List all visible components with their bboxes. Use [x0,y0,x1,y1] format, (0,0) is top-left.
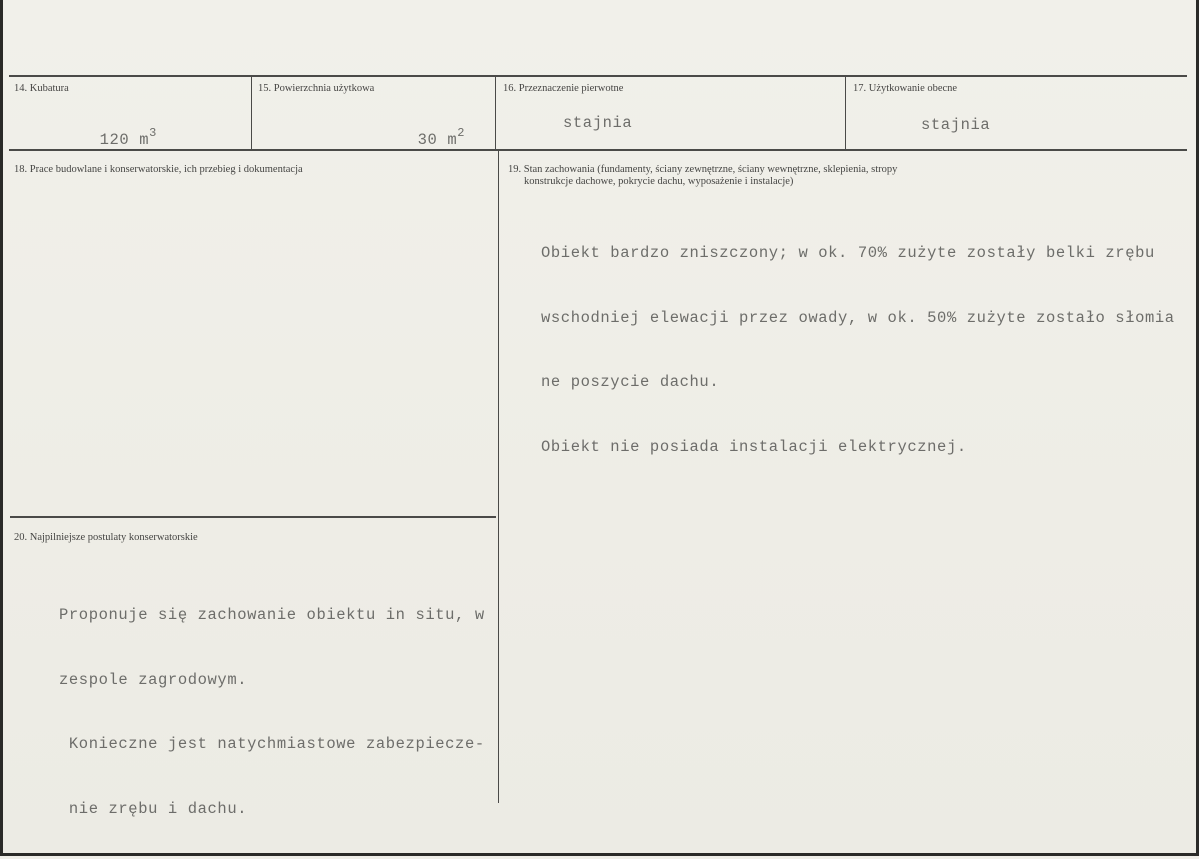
field-16-label: 16. Przeznaczenie pierwotne [503,83,624,94]
field-19-line: Obiekt nie posiada instalacji elektrycznej. [541,437,967,456]
field-14-label: 14. Kubatura [14,83,69,94]
field-19-line: wschodniej elewacji przez owady, w ok. 50% zużyte zostało słomia [541,308,1175,327]
field-15-value [378,113,465,167]
field-19-line: ne poszycie dachu. [541,373,720,391]
field-19-label-line2: konstrukcje dachowe, pokrycie dachu, wyposażenie i instalacje) [524,176,794,187]
divider-16-17 [845,76,846,150]
field-14-value-text: 120 m [99,131,150,149]
field-19-label-line1: 19. Stan zachowania (fundamenty, ściany zewnętrzne, ściany wewnętrzne, sklepienia, stropy [508,164,898,175]
divider-15-16 [495,76,496,150]
field-14-value [60,113,157,167]
field-15-value-text: 30 m [417,131,458,149]
field-19-line: Obiekt bardzo zniszczony; w ok. 70% zużyte zostały belki zrębu [541,244,1155,262]
field-18-label: 18. Prace budowlane i konserwatorskie, ich przebieg i dokumentacja [14,164,303,175]
field-16-value: stajnia [563,114,633,132]
section-20-top-rule [10,516,496,518]
field-20-line: zespole zagrodowym. [59,670,248,689]
field-17-value: stajnia [921,116,991,134]
field-20-label: 20. Najpilniejsze postulaty konserwatorskie [14,532,198,543]
field-15-unit-exponent: 2 [457,126,466,140]
field-20-text [59,565,499,859]
divider-14-15 [251,76,252,150]
field-20-line: Proponuje się zachowanie obiektu in situ, w [59,606,485,624]
field-14-unit-exponent: 3 [149,126,157,140]
field-17-label: 17. Użytkowanie obecne [853,83,958,94]
row1-bottom-rule [9,149,1187,151]
scan-edge-left [0,0,3,856]
field-19-text [541,203,1196,497]
field-15-label: 15. Powierzchnia użytkowa [258,83,375,94]
field-20-line: nie zrębu i dachu. [59,799,248,818]
field-20-line: Konieczne jest natychmiastowe zabezpiecze- [59,735,485,753]
top-rule [9,75,1187,77]
